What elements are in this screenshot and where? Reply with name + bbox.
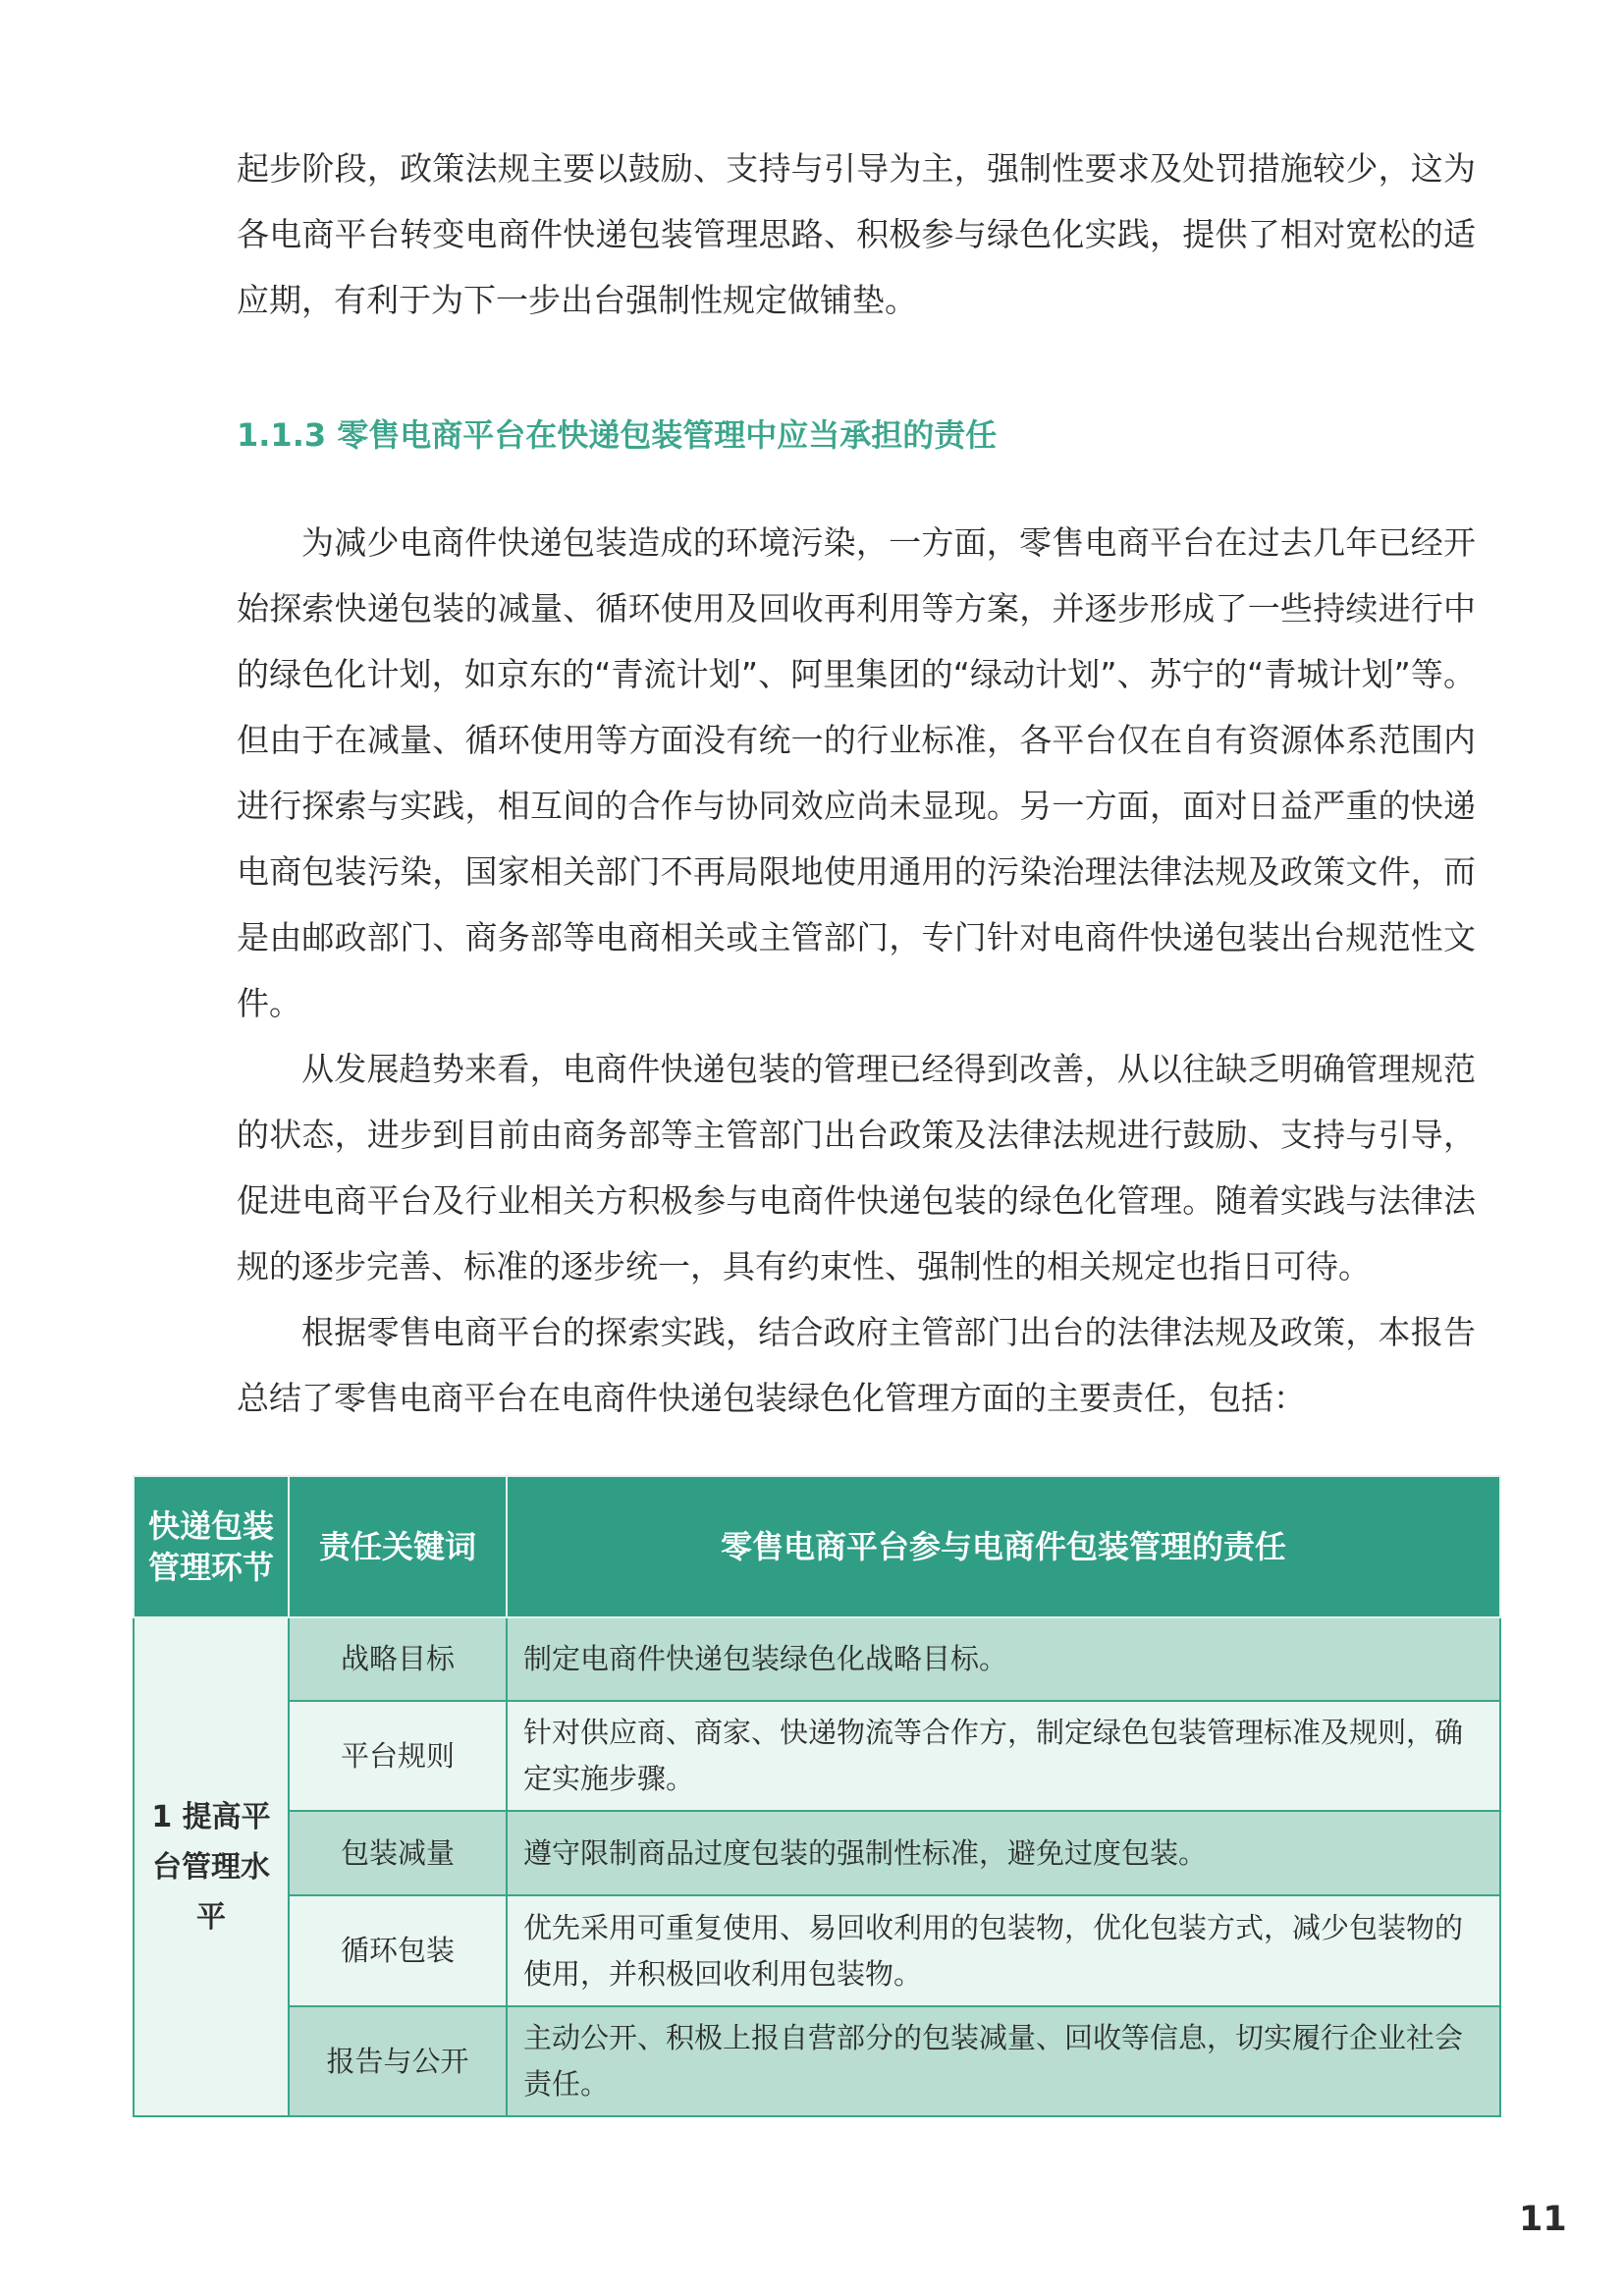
section-heading: 1.1.3 零售电商平台在快递包装管理中应当承担的责任 <box>237 416 998 454</box>
intro-paragraph: 起步阶段，政策法规主要以鼓励、支持与引导为主，强制性要求及处罚措施较少，这为各电商平台转变电商件快递包装管理思路、积极参与绿色化实践，提供了相对宽松的适应期，有利于为下一步出台强制性规定做铺垫。 <box>237 149 1476 319</box>
body-paragraph-3: 根据零售电商平台的探索实践，结合政府主管部门出台的法律法规及政策，本报告总结了零售电商平台在电商件快递包装绿色化管理方面的主要责任，包括： <box>237 1313 1476 1417</box>
table-header-row <box>134 1476 1500 1617</box>
intro-paragraph-block <box>237 136 1476 333</box>
description-cell: 制定电商件快递包装绿色化战略目标。 <box>507 1617 1500 1701</box>
body-paragraph-1: 为减少电商件快递包装造成的环境污染，一方面，零售电商平台在过去几年已经开始探索快递包装的减量、循环使用及回收再利用等方案，并逐步形成了一些持续进行中的绿色化计划，如京东的“青流计划”、阿里集团的“绿动计划”、苏宁的“青城计划”等。但由于在减量、循环使用等方面没有统一的行业标准，各平台仅在自有资源体系范围内进行探索与实践，相互间的合作与协同效应尚未显现。另一方面，面对日益严重的快递电商包装污染，国家相关部门不再局限地使用通用的污染治理法律法规及政策文件，而是由邮政部门、商务部等电商相关或主管部门，专门针对电商件快递包装出台规范性文件。 <box>237 523 1476 1022</box>
header-responsibility: 零售电商平台参与电商件包装管理的责任 <box>507 1476 1500 1617</box>
description-cell: 优先采用可重复使用、易回收利用的包装物，优化包装方式，减少包装物的使用，并积极回收利用包装物。 <box>507 1895 1500 2006</box>
keyword-cell: 循环包装 <box>289 1895 507 2006</box>
description-cell: 针对供应商、商家、快递物流等合作方，制定绿色包装管理标准及规则，确定实施步骤。 <box>507 1701 1500 1811</box>
table-row <box>134 2006 1500 2116</box>
header-stage: 快递包装管理环节 <box>134 1476 289 1617</box>
responsibility-table <box>133 1475 1501 2117</box>
body-paragraph-2: 从发展趋势来看，电商件快递包装的管理已经得到改善，从以往缺乏明确管理规范的状态，进步到目前由商务部等主管部门出台政策及法律法规进行鼓励、支持与引导，促进电商平台及行业相关方积极参与电商件快递包装的绿色化管理。随着实践与法律法规的逐步完善、标准的逐步统一，具有约束性、强制性的相关规定也指日可待。 <box>237 1050 1476 1285</box>
table-row <box>134 1617 1500 1701</box>
description-cell: 遵守限制商品过度包装的强制性标准，避免过度包装。 <box>507 1811 1500 1895</box>
keyword-cell: 报告与公开 <box>289 2006 507 2116</box>
table-row <box>134 1701 1500 1811</box>
page-number: 11 <box>1519 2200 1567 2239</box>
section-body <box>237 510 1476 1431</box>
keyword-cell: 战略目标 <box>289 1617 507 1701</box>
header-keyword: 责任关键词 <box>289 1476 507 1617</box>
table-row <box>134 1811 1500 1895</box>
table-row <box>134 1895 1500 2006</box>
keyword-cell: 平台规则 <box>289 1701 507 1811</box>
stage-cell: 1 提高平台管理水平 <box>134 1617 289 2116</box>
description-cell: 主动公开、积极上报自营部分的包装减量、回收等信息，切实履行企业社会责任。 <box>507 2006 1500 2116</box>
keyword-cell: 包装减量 <box>289 1811 507 1895</box>
